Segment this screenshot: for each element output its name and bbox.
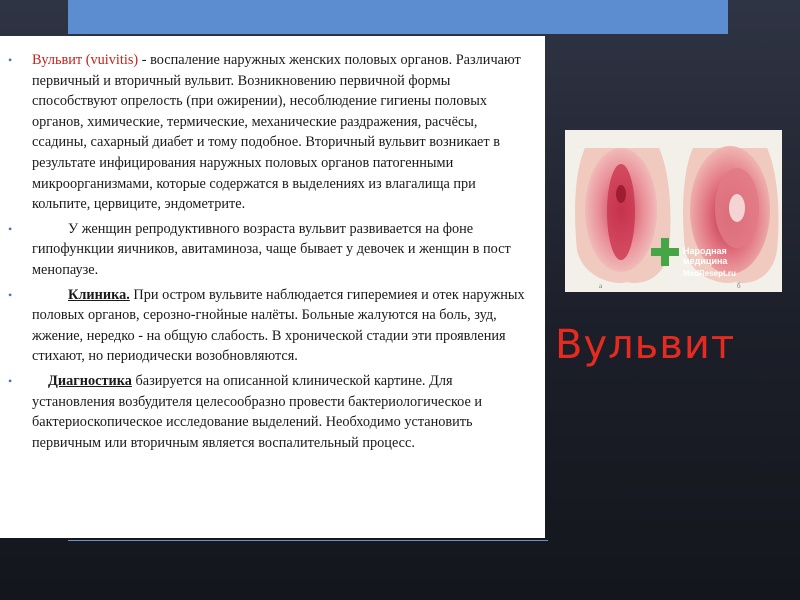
- bullet-icon: •: [8, 221, 13, 236]
- term-diagnostics: Диагностика: [48, 372, 132, 389]
- diagnostics-text: базируется на описанной клинической картине. Для установления возбудителя целесообразно провести бактериологическое и бактериоскопическое исследование выделений. Необходимо установить первичным или вторичным является воспалительный процесс.: [32, 372, 483, 451]
- bullet-icon: •: [8, 53, 13, 67]
- bullet-reproductive-age: [8, 219, 535, 281]
- bullet-clinic: [8, 285, 535, 367]
- top-accent-band: [68, 0, 728, 34]
- definition-text: - воспаление наружных женских половых органов. Различают первичный и вторичный вульвит. Возникновению первичной формы способствуют опрелость (при ожирении), несоблюдение гигиены половых органов, химические, термические, механические раздражения, расчёсы, ссадины, сахарный диабет и тому подобное. Вторичный вульвит возникает в результате инфицирования наружных половых органов патогенными микроорганизмами, которые содержатся в выделениях из влагалища при кольпите, цервиците, эндометрите.: [32, 52, 521, 213]
- bullet-diagnostics: [8, 371, 535, 453]
- watermark-line2: медицина: [683, 256, 728, 266]
- term-clinic: Клиника.: [68, 286, 130, 303]
- caption-left: а: [599, 282, 603, 290]
- watermark-line1: Народная: [683, 246, 727, 256]
- medical-illustration: [565, 130, 782, 292]
- bottom-rule: [68, 540, 548, 541]
- text-panel: [0, 36, 545, 538]
- bullet-body: [32, 371, 535, 453]
- bullet-body: [32, 285, 535, 367]
- illustration-svg: [565, 130, 782, 292]
- slide-title: Вульвит: [555, 322, 736, 368]
- caption-right: б: [737, 282, 741, 290]
- term-vulvitis: Вульвит (vuivitis): [32, 52, 139, 68]
- bullet-definition: [8, 50, 535, 215]
- reproductive-age-text: У женщин репродуктивного возраста вульвит развивается на фоне гипофункции яичников, авитаминоза, чаще бывает у девочек и женщин в пост менопаузе.: [32, 220, 511, 278]
- bullet-icon: •: [8, 287, 13, 302]
- bullet-body: [32, 219, 535, 281]
- bullet-icon: •: [8, 373, 13, 388]
- watermark-site: MedResept.ru: [683, 269, 736, 278]
- bullet-body: [32, 50, 535, 215]
- clinic-text: При остром вульвите наблюдается гиперемиея и отек наружных половых органов, серозно-гнойные налёты. Больные жалуются на боль, зуд, жжение, нередко - на общую слабость. В хронической стадии эти проявления стихают, но периодически возобновляются.: [32, 286, 525, 365]
